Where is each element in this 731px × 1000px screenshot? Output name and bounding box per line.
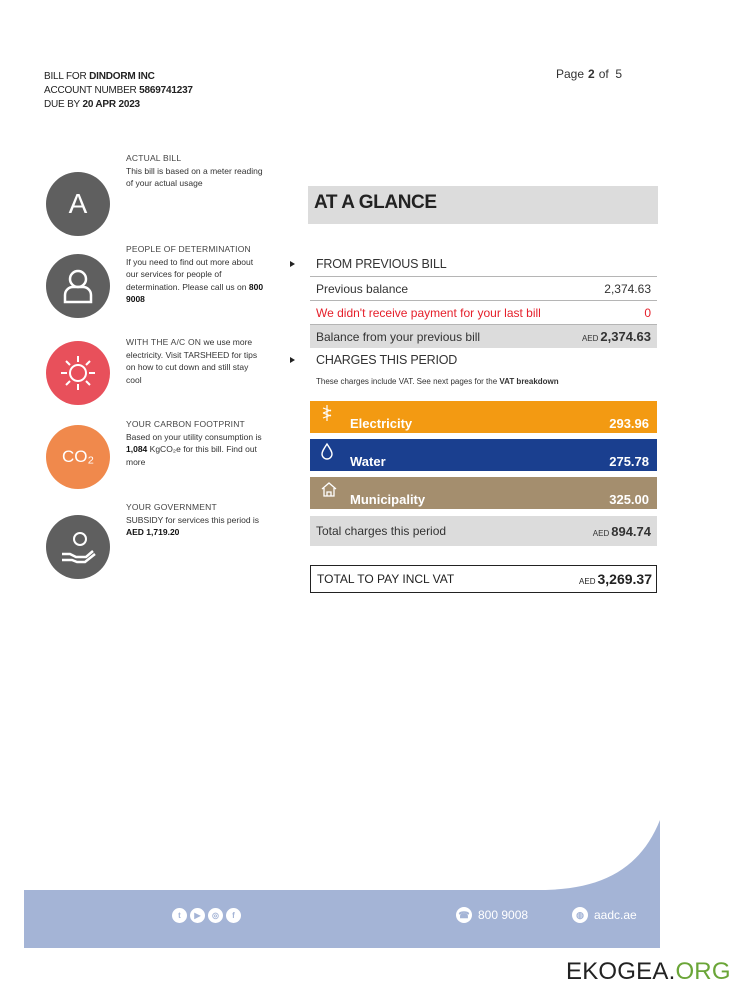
previous-balance-total-row: Balance from your previous bill AED 2,374.63: [310, 324, 657, 348]
ac-tip-info: WITH THE A/C ON we use more electricity. Visit TARSHEED for tips on how to cut down and still stay cool: [126, 337, 258, 385]
carbon-footprint-info: YOUR CARBON FOOTPRINT Based on your utility consumption is 1,084 KgCO₂e for this bill. Find out more: [126, 419, 262, 467]
municipality-charge-bar: Municipality 325.00: [310, 477, 657, 509]
subsidy-value: AED 1,719.20: [126, 527, 180, 537]
bullet-arrow-icon: [290, 261, 295, 267]
current-page: 2: [588, 67, 595, 81]
social-links: [172, 908, 241, 923]
total-to-pay-amount: 3,269.37: [597, 571, 652, 587]
customer-name: DINDORM INC: [89, 71, 155, 82]
vat-breakdown-link[interactable]: VAT breakdown: [499, 377, 559, 386]
account-line: ACCOUNT NUMBER 5869741237: [44, 85, 193, 96]
watermark: EKOGEA.ORG: [566, 958, 731, 985]
charges-heading: CHARGES THIS PERIOD: [316, 353, 458, 367]
carbon-value: 1,084: [126, 444, 148, 454]
globe-icon: ◍: [572, 907, 588, 923]
previous-bill-heading: FROM PREVIOUS BILL: [316, 257, 447, 271]
electricity-icon: [320, 404, 334, 422]
vat-note: These charges include VAT. See next pages for the VAT breakdown: [316, 377, 559, 386]
due-date: 20 APR 2023: [82, 99, 140, 110]
missed-payment-row: We didn't receive payment for your last bill 0: [310, 300, 657, 324]
total-to-pay-box: TOTAL TO PAY INCL VAT AED 3,269.37: [310, 565, 657, 593]
footer-band: [0, 820, 720, 955]
subsidy-info: YOUR GOVERNMENT SUBSIDY for services this period is AED 1,719.20: [126, 502, 260, 537]
total-charges-row: Total charges this period AED 894.74: [310, 516, 657, 546]
electricity-charge-bar: Electricity 293.96: [310, 401, 657, 433]
due-line: DUE BY 20 APR 2023: [44, 99, 140, 110]
instagram-icon[interactable]: ◎: [208, 908, 223, 923]
actual-bill-info: ACTUAL BILL This bill is based on a meter reading of your actual usage: [126, 153, 263, 188]
at-a-glance-title: AT A GLANCE: [308, 186, 658, 224]
page-indicator: Page 2 of 5: [556, 67, 623, 81]
total-pages: 5: [615, 67, 623, 81]
footer-phone[interactable]: ☎ 800 9008: [456, 907, 528, 923]
water-charge-bar: Water 275.78: [310, 439, 657, 471]
subsidy-hand-icon: [46, 515, 110, 579]
determination-info: PEOPLE OF DETERMINATION If you need to find out more about our services for people of determination. Please call us on 800 9008: [126, 244, 264, 304]
account-number: 5869741237: [139, 85, 193, 96]
previous-balance-row: Previous balance 2,374.63: [310, 276, 657, 300]
determination-phone-link[interactable]: 800 9008: [126, 281, 264, 304]
person-icon: [46, 254, 110, 318]
footer-website-link[interactable]: ◍ aadc.ae: [572, 907, 637, 923]
sun-icon: [46, 341, 110, 405]
bill-for-line: BILL FOR DINDORM INC: [44, 71, 155, 82]
house-icon: [320, 480, 338, 498]
bullet-arrow-icon: [290, 357, 295, 363]
bill-header: [44, 70, 193, 112]
phone-icon: ☎: [456, 907, 472, 923]
youtube-icon[interactable]: ▶: [190, 908, 205, 923]
water-drop-icon: [320, 442, 334, 460]
actual-bill-badge-icon: A: [46, 172, 110, 236]
co2-icon: CO₂: [46, 425, 110, 489]
twitter-icon[interactable]: t: [172, 908, 187, 923]
facebook-icon[interactable]: f: [226, 908, 241, 923]
